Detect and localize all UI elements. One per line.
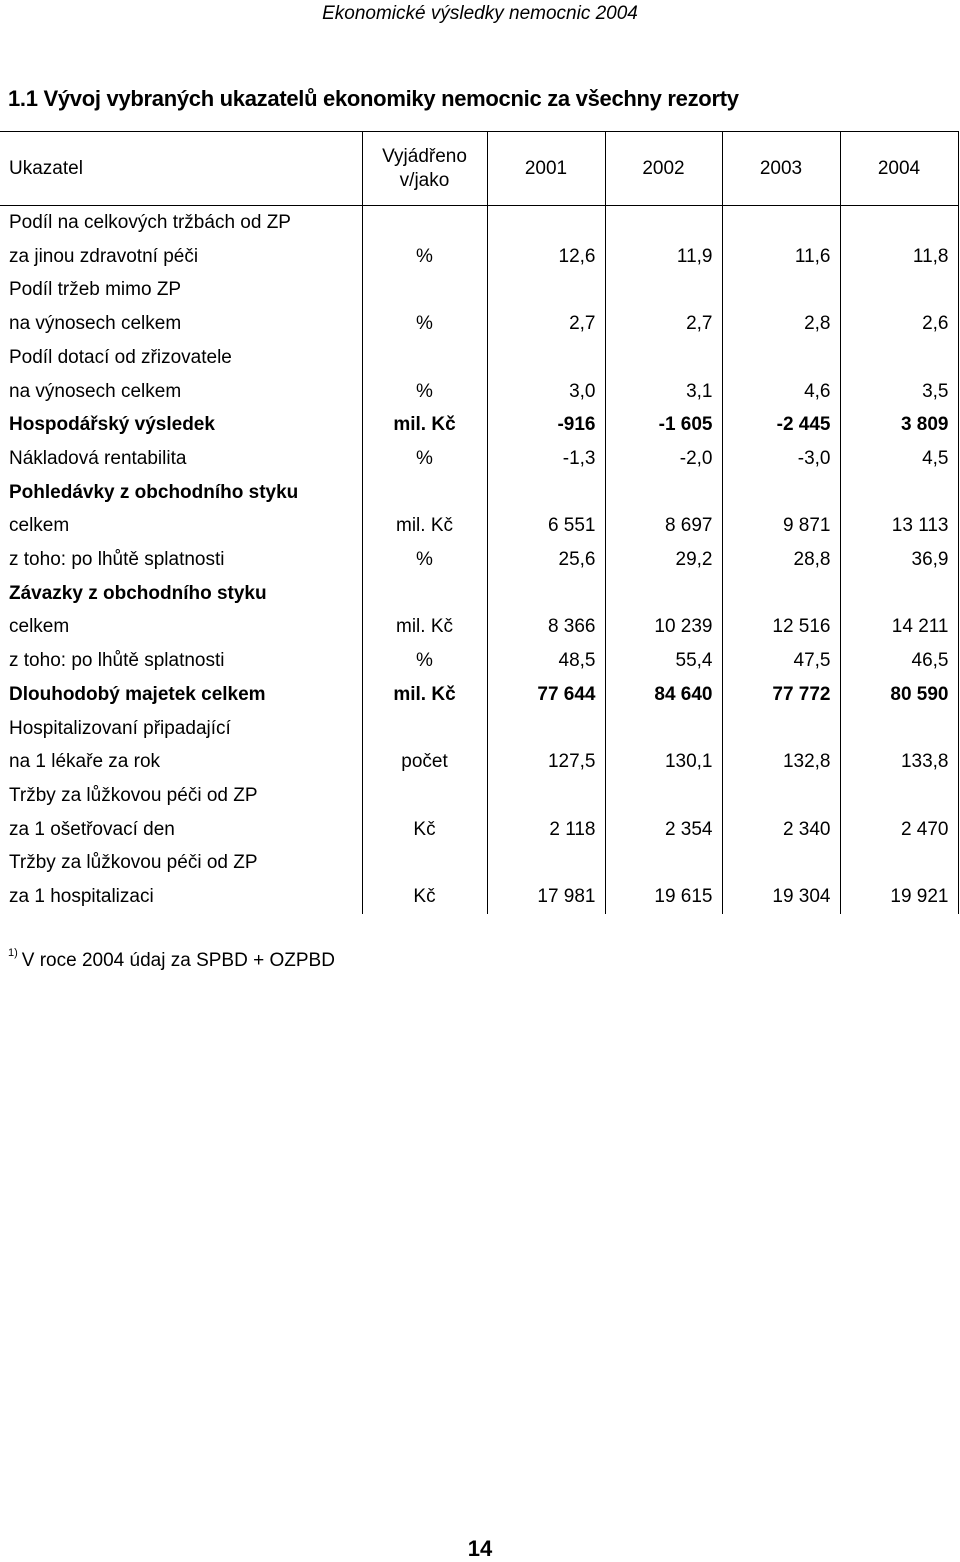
row-value: 12 516 (722, 610, 840, 644)
row-unit (362, 273, 487, 307)
table-row (0, 273, 958, 307)
row-value: 19 921 (840, 880, 958, 914)
table-row (0, 779, 958, 813)
row-value: 6 551 (487, 509, 605, 543)
row-label: celkem (0, 509, 362, 543)
header-year: 2003 (722, 132, 840, 206)
row-value: 11,6 (722, 240, 840, 274)
header-year: 2001 (487, 132, 605, 206)
row-label: na výnosech celkem (0, 375, 362, 409)
row-label: Tržby za lůžkovou péči od ZP (0, 779, 362, 813)
footnote-marker: 1) (8, 947, 18, 959)
table-body (0, 206, 958, 914)
row-value: -1,3 (487, 442, 605, 476)
row-value (605, 779, 722, 813)
table-row (0, 577, 958, 611)
row-label: za 1 ošetřovací den (0, 813, 362, 847)
row-value (487, 341, 605, 375)
row-value (840, 712, 958, 746)
row-value (487, 846, 605, 880)
row-label: Nákladová rentabilita (0, 442, 362, 476)
row-label: Podíl na celkových tržbách od ZP (0, 206, 362, 240)
row-value (840, 577, 958, 611)
row-value: 2,6 (840, 307, 958, 341)
row-value: 55,4 (605, 644, 722, 678)
section-title: 1.1 Vývoj vybraných ukazatelů ekonomiky nemocnic za všechny rezorty (8, 86, 739, 111)
table-row (0, 375, 958, 409)
row-value (840, 273, 958, 307)
row-label: Dlouhodobý majetek celkem (0, 678, 362, 712)
row-unit (362, 206, 487, 240)
row-value: 132,8 (722, 745, 840, 779)
page-number: 14 (467, 1536, 493, 1561)
row-value: 2 340 (722, 813, 840, 847)
row-unit: % (362, 644, 487, 678)
row-value: 2 118 (487, 813, 605, 847)
table-row (0, 509, 958, 543)
row-value: 29,2 (605, 543, 722, 577)
table-row (0, 240, 958, 274)
row-value: 28,8 (722, 543, 840, 577)
row-value: 4,6 (722, 375, 840, 409)
row-value: 3,1 (605, 375, 722, 409)
row-unit: mil. Kč (362, 408, 487, 442)
row-value: 77 772 (722, 678, 840, 712)
indicators-table (0, 131, 959, 914)
table-row (0, 644, 958, 678)
row-value: 8 366 (487, 610, 605, 644)
table-row (0, 307, 958, 341)
row-value: 80 590 (840, 678, 958, 712)
row-unit: počet (362, 745, 487, 779)
row-label: celkem (0, 610, 362, 644)
row-value (487, 476, 605, 510)
row-value: 2,8 (722, 307, 840, 341)
row-unit: % (362, 543, 487, 577)
row-value: -2,0 (605, 442, 722, 476)
row-value: 84 640 (605, 678, 722, 712)
row-value (722, 846, 840, 880)
row-value (840, 476, 958, 510)
table-row (0, 341, 958, 375)
header-indicator: Ukazatel (0, 132, 362, 206)
row-value: -916 (487, 408, 605, 442)
row-unit (362, 341, 487, 375)
row-unit (362, 577, 487, 611)
row-value (722, 476, 840, 510)
row-label: za 1 hospitalizaci (0, 880, 362, 914)
row-value: 19 615 (605, 880, 722, 914)
row-value: 17 981 (487, 880, 605, 914)
row-value: 4,5 (840, 442, 958, 476)
footnote-text: V roce 2004 údaj za SPBD + OZPBD (21, 950, 335, 971)
row-label: za jinou zdravotní péči (0, 240, 362, 274)
table-row (0, 610, 958, 644)
row-value: -2 445 (722, 408, 840, 442)
row-value (487, 273, 605, 307)
row-value (840, 206, 958, 240)
row-label: na výnosech celkem (0, 307, 362, 341)
row-value: 47,5 (722, 644, 840, 678)
row-unit: Kč (362, 813, 487, 847)
row-value: 133,8 (840, 745, 958, 779)
row-value: 13 113 (840, 509, 958, 543)
row-value: 46,5 (840, 644, 958, 678)
row-value (605, 273, 722, 307)
row-unit: mil. Kč (362, 610, 487, 644)
table-row (0, 846, 958, 880)
row-value (840, 846, 958, 880)
row-value: 3 809 (840, 408, 958, 442)
row-label: Pohledávky z obchodního styku (0, 476, 362, 510)
row-value (605, 846, 722, 880)
row-value: 8 697 (605, 509, 722, 543)
row-label: na 1 lékaře za rok (0, 745, 362, 779)
table-row (0, 880, 958, 914)
row-label: Podíl tržeb mimo ZP (0, 273, 362, 307)
row-value: -3,0 (722, 442, 840, 476)
table-row (0, 408, 958, 442)
table-row (0, 476, 958, 510)
row-value (722, 779, 840, 813)
row-label: Tržby za lůžkovou péči od ZP (0, 846, 362, 880)
header-unit-line1: Vyjádřeno (382, 145, 467, 167)
table-row (0, 678, 958, 712)
table-row (0, 442, 958, 476)
row-value: -1 605 (605, 408, 722, 442)
row-value: 19 304 (722, 880, 840, 914)
row-unit (362, 846, 487, 880)
row-value: 9 871 (722, 509, 840, 543)
table-row (0, 745, 958, 779)
row-unit: % (362, 307, 487, 341)
header-year: 2002 (605, 132, 722, 206)
row-label: z toho: po lhůtě splatnosti (0, 644, 362, 678)
row-value: 11,9 (605, 240, 722, 274)
footnote (8, 947, 335, 972)
row-value (722, 273, 840, 307)
row-value: 12,6 (487, 240, 605, 274)
row-value: 2 470 (840, 813, 958, 847)
row-value (722, 206, 840, 240)
row-unit: % (362, 240, 487, 274)
row-value: 3,0 (487, 375, 605, 409)
row-label: Závazky z obchodního styku (0, 577, 362, 611)
row-value (722, 341, 840, 375)
row-value (722, 577, 840, 611)
row-value: 77 644 (487, 678, 605, 712)
row-label: z toho: po lhůtě splatnosti (0, 543, 362, 577)
row-unit: mil. Kč (362, 678, 487, 712)
row-value: 48,5 (487, 644, 605, 678)
row-value (840, 779, 958, 813)
running-header: Ekonomické výsledky nemocnic 2004 (322, 3, 638, 24)
row-unit: Kč (362, 880, 487, 914)
row-value: 130,1 (605, 745, 722, 779)
row-value (487, 577, 605, 611)
row-value: 36,9 (840, 543, 958, 577)
row-value (605, 476, 722, 510)
table-row (0, 813, 958, 847)
row-label: Hospitalizovaní připadající (0, 712, 362, 746)
row-value: 127,5 (487, 745, 605, 779)
row-value: 2,7 (487, 307, 605, 341)
row-value (605, 206, 722, 240)
table-row (0, 543, 958, 577)
row-value: 14 211 (840, 610, 958, 644)
row-value (605, 341, 722, 375)
row-unit (362, 779, 487, 813)
header-year: 2004 (840, 132, 958, 206)
row-value: 11,8 (840, 240, 958, 274)
row-label: Hospodářský výsledek (0, 408, 362, 442)
row-value (487, 712, 605, 746)
row-unit (362, 476, 487, 510)
table-header-row (0, 132, 958, 206)
row-unit: % (362, 442, 487, 476)
row-value: 10 239 (605, 610, 722, 644)
row-value (605, 577, 722, 611)
row-unit: mil. Kč (362, 509, 487, 543)
table-row (0, 712, 958, 746)
row-unit: % (362, 375, 487, 409)
table-row (0, 206, 958, 240)
header-unit (362, 132, 487, 206)
row-unit (362, 712, 487, 746)
row-value (487, 206, 605, 240)
row-value (605, 712, 722, 746)
row-value (722, 712, 840, 746)
row-label: Podíl dotací od zřizovatele (0, 341, 362, 375)
row-value (840, 341, 958, 375)
header-unit-line2: v/jako (399, 169, 450, 191)
row-value: 3,5 (840, 375, 958, 409)
row-value (487, 779, 605, 813)
row-value: 25,6 (487, 543, 605, 577)
row-value: 2 354 (605, 813, 722, 847)
row-value: 2,7 (605, 307, 722, 341)
